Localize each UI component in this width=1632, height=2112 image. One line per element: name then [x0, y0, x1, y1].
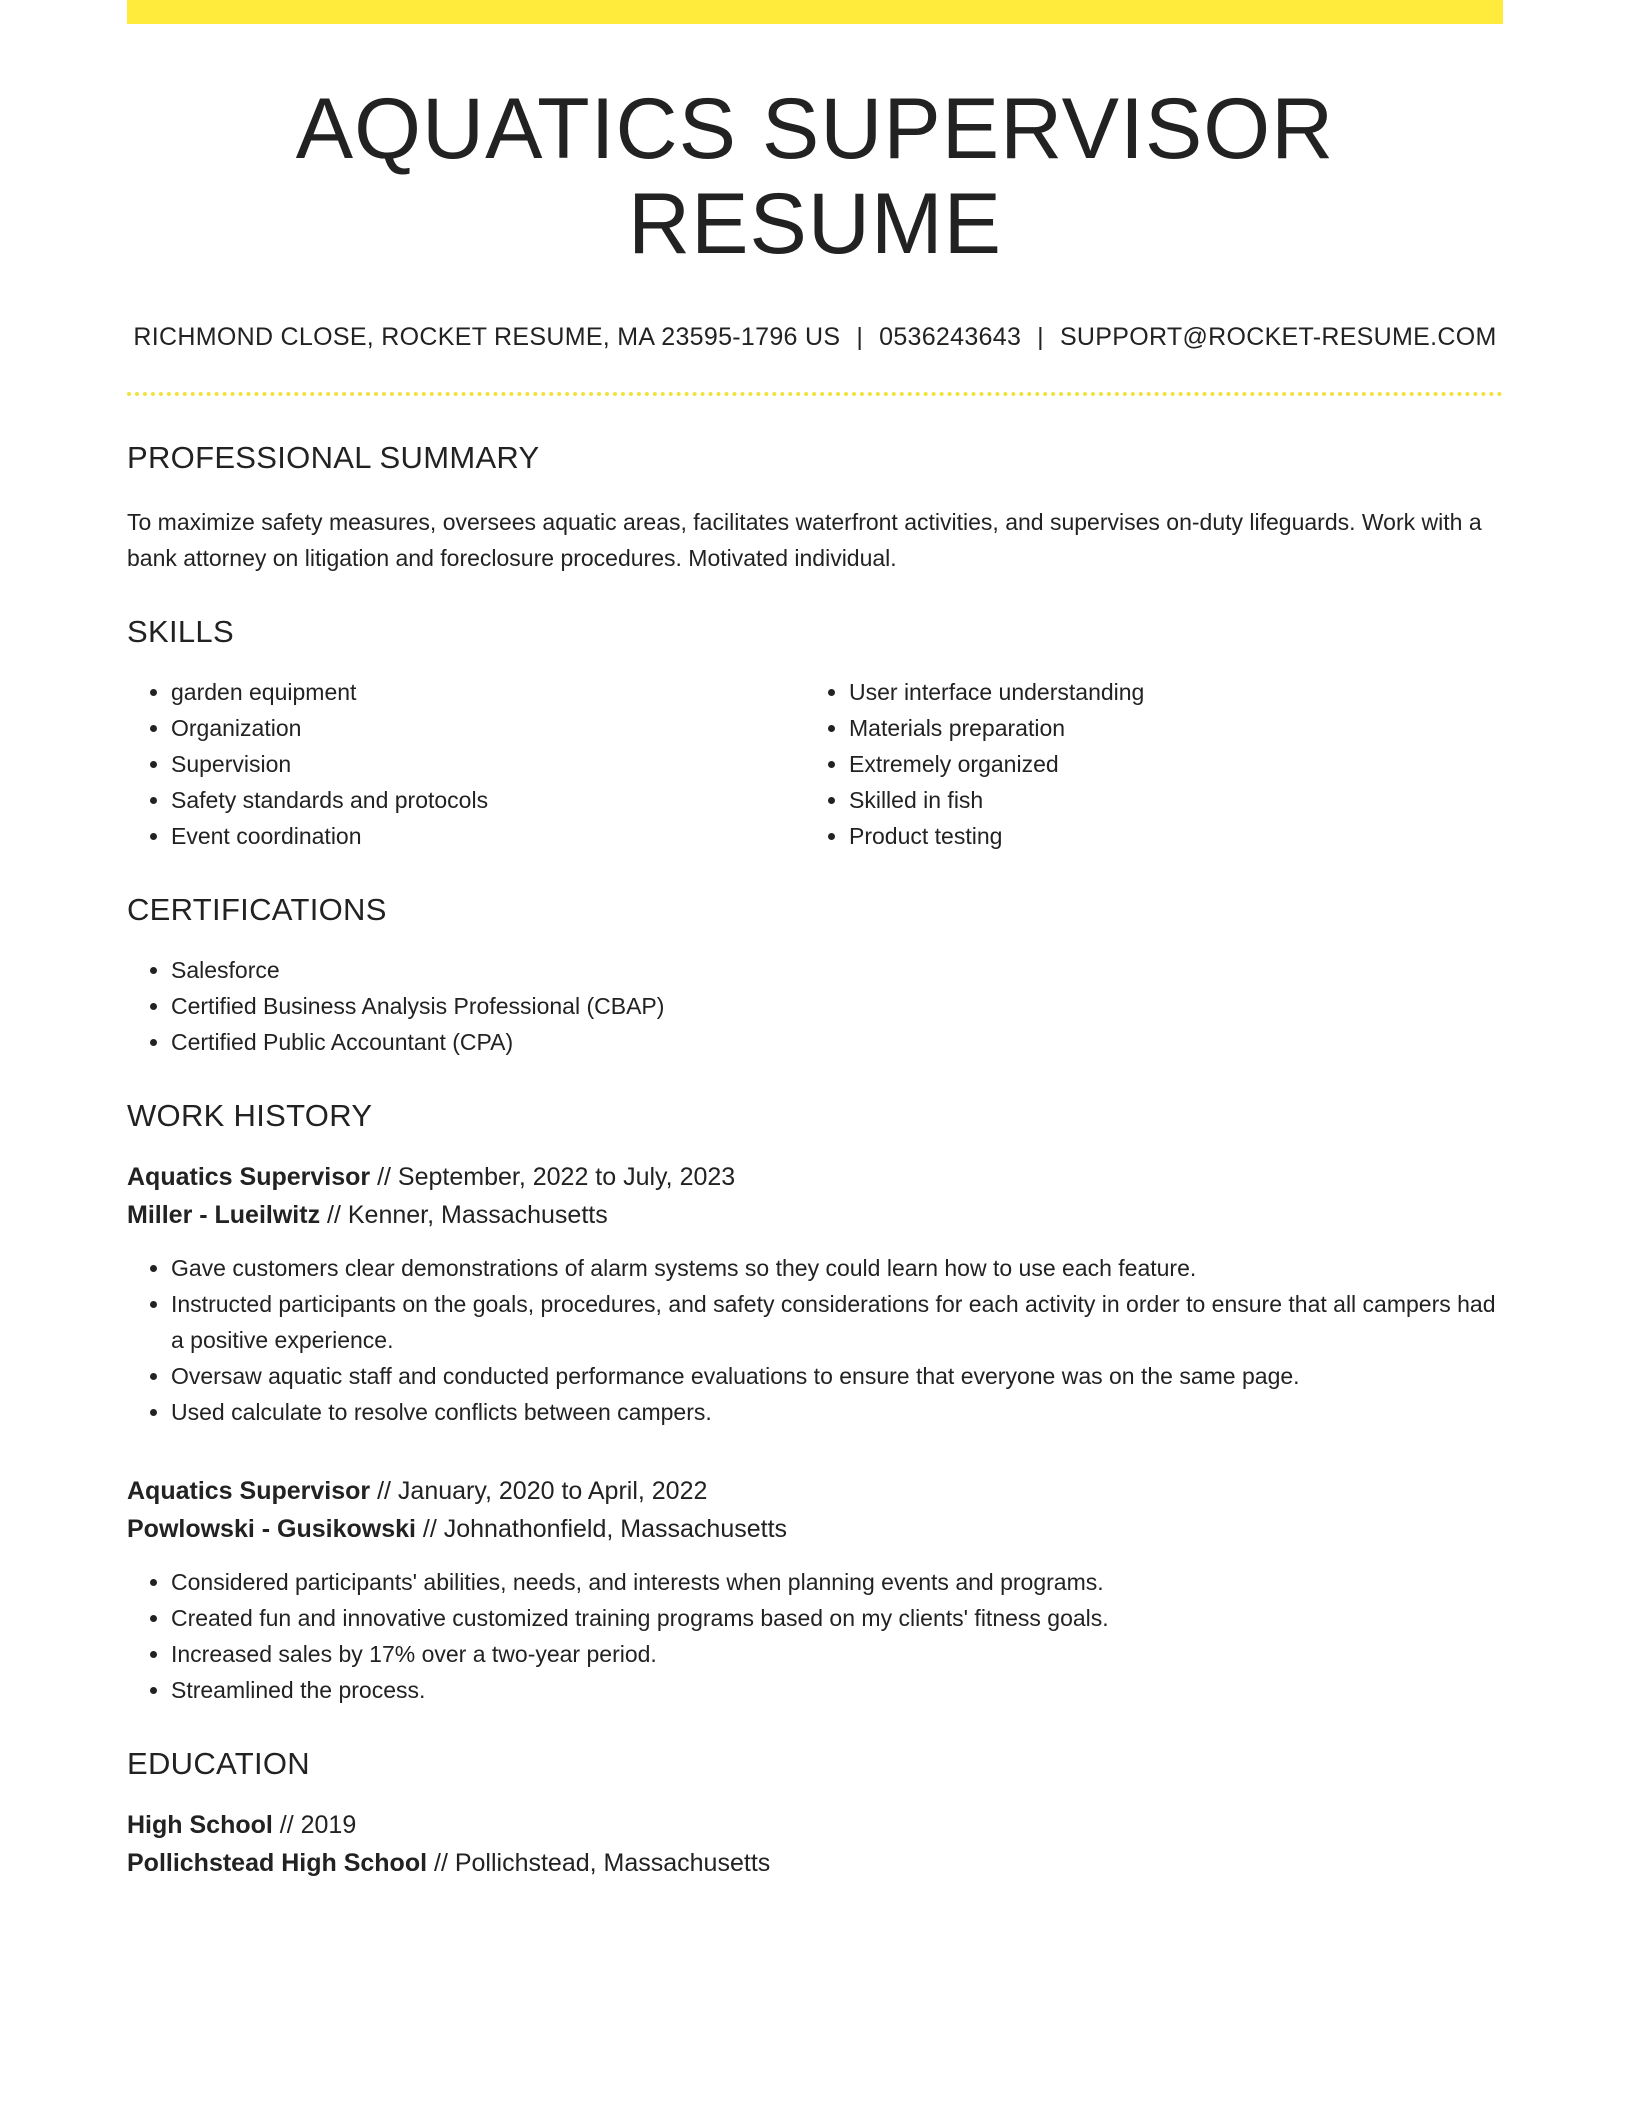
skill-item: • Event coordination: [171, 818, 805, 854]
certification-item: • Salesforce: [171, 952, 1503, 988]
job-bullet: • Used calculate to resolve conflicts between campers.: [171, 1394, 1503, 1430]
summary-text: To maximize safety measures, oversees aquatic areas, facilitates waterfront activities, and supervises on-duty lifeguards. Work with a bank attorney on litigation and foreclosure procedures. Motivated individual.: [127, 509, 1482, 572]
job-location: // Johnathonfield, Massachusetts: [415, 1515, 788, 1544]
skills-list-right: [805, 674, 1483, 854]
skill-item: • Skilled in fish: [849, 782, 1483, 818]
job-dates: // September, 2022 to July, 2023: [370, 1163, 736, 1192]
education-school: Pollichstead High School: [127, 1849, 428, 1878]
job-company-line: [127, 1196, 1503, 1234]
job-bullet: • Created fun and innovative customized training programs based on my clients' fitness goals.: [171, 1600, 1503, 1636]
contact-address: RICHMOND CLOSE, ROCKET RESUME, MA 23595-1796 US: [133, 323, 841, 352]
education-year: // 2019: [272, 1811, 357, 1840]
job-company-line: [127, 1510, 1503, 1548]
skill-item: • garden equipment: [171, 674, 805, 710]
skill-item: • Safety standards and protocols: [171, 782, 805, 818]
skills-heading: SKILLS: [127, 614, 234, 650]
education-degree: High School: [127, 1811, 273, 1840]
job-bullet: • Gave customers clear demonstrations of alarm systems so they could learn how to use each feature.: [171, 1250, 1503, 1286]
resume-page: [127, 0, 1503, 1882]
skill-item: • Supervision: [171, 746, 805, 782]
work-history-heading: WORK HISTORY: [127, 1098, 373, 1134]
job-bullet: • Streamlined the process.: [171, 1672, 1503, 1708]
certification-item: • Certified Business Analysis Professional (CBAP): [171, 988, 1503, 1024]
summary-heading: PROFESSIONAL SUMMARY: [127, 440, 540, 476]
certifications-heading: CERTIFICATIONS: [127, 892, 387, 928]
contact-phone: 0536243643: [879, 323, 1022, 352]
education-entry: [127, 1806, 1503, 1882]
job-title-line: [127, 1472, 1503, 1510]
dotted-divider: [127, 392, 1503, 396]
job-title-line: [127, 1158, 1503, 1196]
education-school-line: [127, 1844, 1503, 1882]
job-bullets: [127, 1564, 1503, 1708]
accent-top-bar: [127, 0, 1503, 24]
skill-item: • User interface understanding: [849, 674, 1483, 710]
contact-email: SUPPORT@ROCKET-RESUME.COM: [1059, 323, 1497, 352]
job-title: Aquatics Supervisor: [127, 1477, 371, 1506]
job-title: Aquatics Supervisor: [127, 1163, 371, 1192]
skill-item: • Extremely organized: [849, 746, 1483, 782]
skills-list-left: [127, 674, 805, 854]
education-degree-line: [127, 1806, 1503, 1844]
contact-line: [127, 323, 1503, 352]
contact-separator: |: [856, 323, 864, 352]
job-entry: [127, 1472, 1503, 1708]
skill-item: • Organization: [171, 710, 805, 746]
certifications-list: [127, 952, 1503, 1060]
job-entry: [127, 1158, 1503, 1430]
certification-item: • Certified Public Accountant (CPA): [171, 1024, 1503, 1060]
job-bullet: • Instructed participants on the goals, procedures, and safety considerations for each activity in order to ensure that all campers had a positive experience.: [171, 1286, 1503, 1358]
job-bullet: • Oversaw aquatic staff and conducted performance evaluations to ensure that everyone was on the same page.: [171, 1358, 1503, 1394]
job-bullets: [127, 1250, 1503, 1430]
education-heading: EDUCATION: [127, 1746, 310, 1782]
job-dates: // January, 2020 to April, 2022: [370, 1477, 708, 1506]
job-company: Miller - Lueilwitz: [127, 1201, 321, 1230]
skill-item: • Materials preparation: [849, 710, 1483, 746]
skill-item: • Product testing: [849, 818, 1483, 854]
job-bullet: • Considered participants' abilities, needs, and interests when planning events and programs.: [171, 1564, 1503, 1600]
contact-separator: |: [1037, 323, 1044, 352]
job-company: Powlowski - Gusikowski: [127, 1515, 416, 1544]
page-title: AQUATICS SUPERVISOR RESUME: [295, 81, 1335, 272]
education-location: // Pollichstead, Massachusetts: [427, 1849, 771, 1878]
job-bullet: • Increased sales by 17% over a two-year period.: [171, 1636, 1503, 1672]
skills-grid: [127, 674, 1503, 854]
job-location: // Kenner, Massachusetts: [320, 1201, 608, 1230]
